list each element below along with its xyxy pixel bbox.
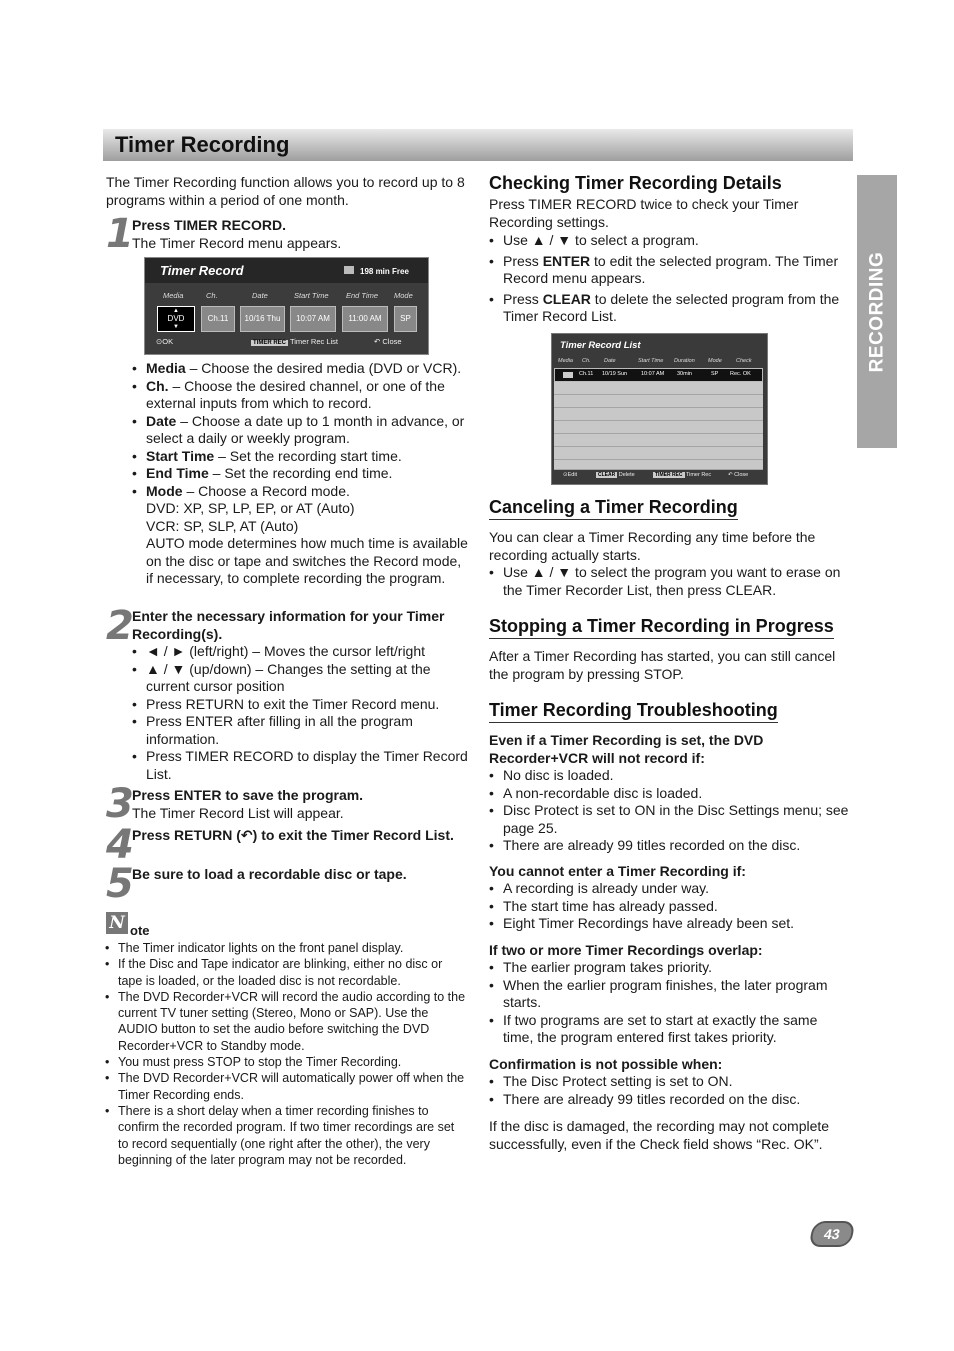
col-start-time: Start Time: [294, 291, 329, 300]
step-number-1: 1: [106, 211, 134, 257]
list-item: • ▲ / ▼ (up/down) – Changes the setting at the current cursor position: [132, 661, 470, 696]
col-ch: Ch.: [206, 291, 218, 300]
note-list: [105, 940, 468, 1168]
col-start-time: Start Time: [638, 358, 664, 364]
list-item: • When the earlier program finishes, the later program starts.: [489, 977, 849, 1012]
col-date: Date: [252, 291, 268, 300]
channel-field[interactable]: Ch.11: [201, 306, 235, 332]
trouble-group-title: Even if a Timer Recording is set, the DVD Recorder+VCR will not record if:: [489, 732, 764, 766]
list-item: • No disc is loaded.: [489, 767, 849, 785]
list-item: • Mode – Choose a Record mode. DVD: XP, SP, LP, EP, or AT (Auto) VCR: SP, SLP, AT (Auto) AUTO mode determines how much time is available on the disc or tape and switches the Record mode, if necessary, to complete recording the program.: [132, 483, 470, 588]
edit-hint: ⊙Edit: [563, 472, 578, 478]
ok-circle-icon: ⊙: [156, 337, 163, 346]
ok-circle-icon: ⊙: [563, 472, 568, 478]
trouble-group-list: [489, 767, 849, 855]
col-date: Date: [604, 358, 616, 364]
list-item: • The start time has already passed.: [489, 898, 849, 916]
end-time-field[interactable]: 11:00 AM: [342, 306, 388, 332]
list-item: • Date – Choose a date up to 1 month in advance, or select a daily or weekly program.: [132, 413, 470, 448]
trouble-group-title: Confirmation is not possible when:: [489, 1055, 723, 1072]
step-2: [132, 608, 472, 643]
col-media: Media: [163, 291, 184, 300]
down-arrow-icon: ▼: [173, 324, 179, 330]
step-1: [132, 217, 472, 252]
list-item: • Use ▲ / ▼ to select the program you want to erase on the Timer Recorder List, then press CLEAR.: [489, 564, 851, 599]
canceling-heading: Canceling a Timer Recording: [489, 496, 738, 518]
note-item: • The DVD Recorder+VCR will automatically power off when the Timer Recording ends.: [105, 1070, 468, 1103]
list-item: • Press RETURN to exit the Timer Record menu.: [132, 696, 470, 714]
empty-row: [554, 447, 763, 460]
step-1-bullets: [132, 360, 470, 588]
trouble-group-list: [489, 1073, 849, 1108]
media-icon: [563, 372, 573, 378]
section-tab-label: RECORDING: [866, 251, 888, 372]
list-item: • There are already 99 titles recorded on the disc.: [489, 837, 849, 855]
timer-record-menu-screen: [144, 257, 429, 355]
return-icon: ↶: [240, 827, 253, 843]
list-item: • Press ENTER after filling in all the program information.: [132, 713, 470, 748]
step-number-4: 4: [106, 822, 134, 868]
empty-row: [554, 382, 763, 395]
list-item: • Eight Timer Recordings have already been set.: [489, 915, 849, 933]
empty-row: [554, 395, 763, 408]
step-number-2: 2: [106, 603, 134, 649]
delete-hint: CLEAR Delete: [598, 472, 635, 478]
step-2-title: Enter the necessary information for your Timer Recording(s).: [132, 608, 445, 642]
timer-list-row[interactable]: Ch.11 10/19 Sun 10:07 AM 30min SP Rec. OK: [554, 368, 763, 382]
step-3: [132, 787, 472, 822]
return-icon: ↶: [728, 472, 733, 478]
mode-field[interactable]: SP: [394, 306, 417, 332]
note-item: • If the Disc and Tape indicator are blinking, either no disc or tape is loaded, or the loaded disc is not recordable.: [105, 956, 468, 989]
sp-icon: [344, 266, 354, 274]
note-item: • The DVD Recorder+VCR will record the audio according to the current TV tuner setting (Stereo, Mono or SAP). Use the AUDIO button to set the audio before switching the DVD Recorder+VCR to Standby mode.: [105, 989, 468, 1054]
osd-header: [145, 258, 428, 283]
mode-detail-auto: AUTO mode determines how much time is available on the disc or tape and switches the Record mode, if necessary, to complete recording the program.: [146, 535, 468, 586]
stopping-heading: Stopping a Timer Recording in Progress: [489, 615, 834, 637]
step-5: [132, 866, 472, 884]
media-field[interactable]: [157, 306, 195, 332]
list-item: • The Disc Protect setting is set to ON.: [489, 1073, 849, 1091]
step-2-bullets: [132, 643, 470, 783]
list-item: • Disc Protect is set to ON in the Disc Settings menu; see page 25.: [489, 802, 849, 837]
up-arrow-icon: ▲: [173, 308, 179, 314]
empty-row: [554, 434, 763, 447]
list-item: • The earlier program takes priority.: [489, 959, 849, 977]
col-media: Media: [558, 358, 573, 364]
stopping-text: After a Timer Recording has started, you can still cancel the program by pressing STOP.: [489, 648, 836, 682]
date-field[interactable]: 10/16 Thu: [240, 306, 285, 332]
timer-rec-button-icon: TIMER REC: [655, 472, 683, 478]
step-1-title: Press TIMER RECORD.: [132, 217, 287, 233]
list-item: • Press CLEAR to delete the selected program from the Timer Record List.: [489, 291, 841, 326]
osd-title: Timer Record: [160, 263, 244, 278]
list-item: • ◄ / ► (left/right) – Moves the cursor left/right: [132, 643, 470, 661]
free-space: 198 min Free: [360, 267, 409, 276]
trouble-footer: If the disc is damaged, the recording may not complete successfully, even if the Check field shows “Rec. OK”.: [489, 1118, 830, 1152]
step-1-desc: The Timer Record menu appears.: [132, 234, 342, 251]
section-tab: [857, 175, 897, 448]
step-3-desc: The Timer Record List will appear.: [132, 804, 344, 821]
note-icon: N: [106, 912, 128, 934]
step-4: [132, 827, 472, 845]
timer-rec-button-icon: TIMER REC: [253, 340, 286, 346]
mode-detail-vcr: VCR: SP, SLP, AT (Auto): [146, 517, 299, 534]
rec-list-hint: TIMER REC Timer Rec List: [253, 337, 339, 346]
trouble-group-title: If two or more Timer Recordings overlap:: [489, 941, 763, 958]
step-4-title-a: Press RETURN (: [132, 827, 241, 843]
step-number-5: 5: [106, 861, 134, 907]
media-value: DVD: [167, 314, 185, 323]
col-mode: Mode: [708, 358, 722, 364]
close-hint: ↶ Close: [374, 337, 402, 346]
clear-button-icon: CLEAR: [598, 472, 616, 478]
empty-row: [554, 421, 763, 434]
troubleshooting-heading: Timer Recording Troubleshooting: [489, 699, 778, 721]
note-item: • The Timer indicator lights on the front panel display.: [105, 940, 468, 956]
step-4-title-b: ) to exit the Timer Record List.: [252, 827, 454, 843]
col-end-time: End Time: [346, 291, 379, 300]
col-check: Check: [736, 358, 752, 364]
troubleshooting-body: [489, 732, 849, 1153]
canceling-text: You can clear a Timer Recording any time before the recording actually starts.: [489, 529, 816, 563]
trouble-group-list: [489, 880, 849, 933]
list-item: • Use ▲ / ▼ to select a program.: [489, 232, 841, 250]
list-item: • A non-recordable disc is loaded.: [489, 785, 849, 803]
checking-intro: Press TIMER RECORD twice to check your Timer Recording settings.: [489, 196, 799, 230]
step-3-title: Press ENTER to save the program.: [132, 787, 364, 803]
timer-record-list-screen: [551, 333, 768, 485]
ok-hint: ⊙OK: [156, 337, 174, 346]
close-hint: ↶ Close: [728, 472, 749, 478]
start-time-field[interactable]: 10:07 AM: [290, 306, 336, 332]
list-item: • Press TIMER RECORD to display the Timer Record List.: [132, 748, 470, 783]
checking-bullets: [489, 232, 841, 326]
col-mode: Mode: [394, 291, 413, 300]
list-item: • Ch. – Choose the desired channel, or one of the external inputs from which to record.: [132, 378, 470, 413]
intro-text: The Timer Recording function allows you to record up to 8 programs within a period of one month.: [106, 174, 465, 208]
list-item: • There are already 99 titles recorded on the disc.: [489, 1091, 849, 1109]
empty-row: [554, 460, 763, 470]
checking-heading: Checking Timer Recording Details: [489, 173, 782, 193]
list-item: • If two programs are set to start at exactly the same time, the program entered first takes priority.: [489, 1012, 849, 1047]
list-item: • End Time – Set the recording end time.: [132, 465, 470, 483]
mode-detail-dvd: DVD: XP, SP, LP, EP, or AT (Auto): [146, 500, 355, 516]
canceling-bullets: [489, 564, 851, 599]
col-ch: Ch.: [582, 358, 591, 364]
step-number-3: 3: [106, 781, 134, 827]
note-item: • There is a short delay when a timer recording finishes to confirm the recorded program. If two timer recordings are set to record sequentially (one right after the other), the very beginning of the later program may not be recorded.: [105, 1103, 468, 1168]
list-item: • Start Time – Set the recording start time.: [132, 448, 470, 466]
trouble-group-title: You cannot enter a Timer Recording if:: [489, 862, 746, 879]
note-label: ote: [130, 923, 150, 938]
list-item: • Media – Choose the desired media (DVD or VCR).: [132, 360, 470, 378]
col-duration: Duration: [674, 358, 695, 364]
note-item: • You must press STOP to stop the Timer Recording.: [105, 1054, 468, 1070]
trouble-group-list: [489, 959, 849, 1047]
step-5-title: Be sure to load a recordable disc or tape.: [132, 866, 407, 882]
title-bar: [103, 129, 853, 161]
list-item: • A recording is already under way.: [489, 880, 849, 898]
empty-row: [554, 408, 763, 421]
return-icon: ↶: [374, 337, 381, 346]
list-item: • Press ENTER to edit the selected program. The Timer Record menu appears.: [489, 253, 841, 288]
osd-list-title: Timer Record List: [560, 340, 641, 351]
page-title: Timer Recording: [115, 132, 290, 157]
timer-rec-hint: TIMER REC Timer Rec: [655, 472, 712, 478]
page-number: 43: [808, 1221, 856, 1247]
